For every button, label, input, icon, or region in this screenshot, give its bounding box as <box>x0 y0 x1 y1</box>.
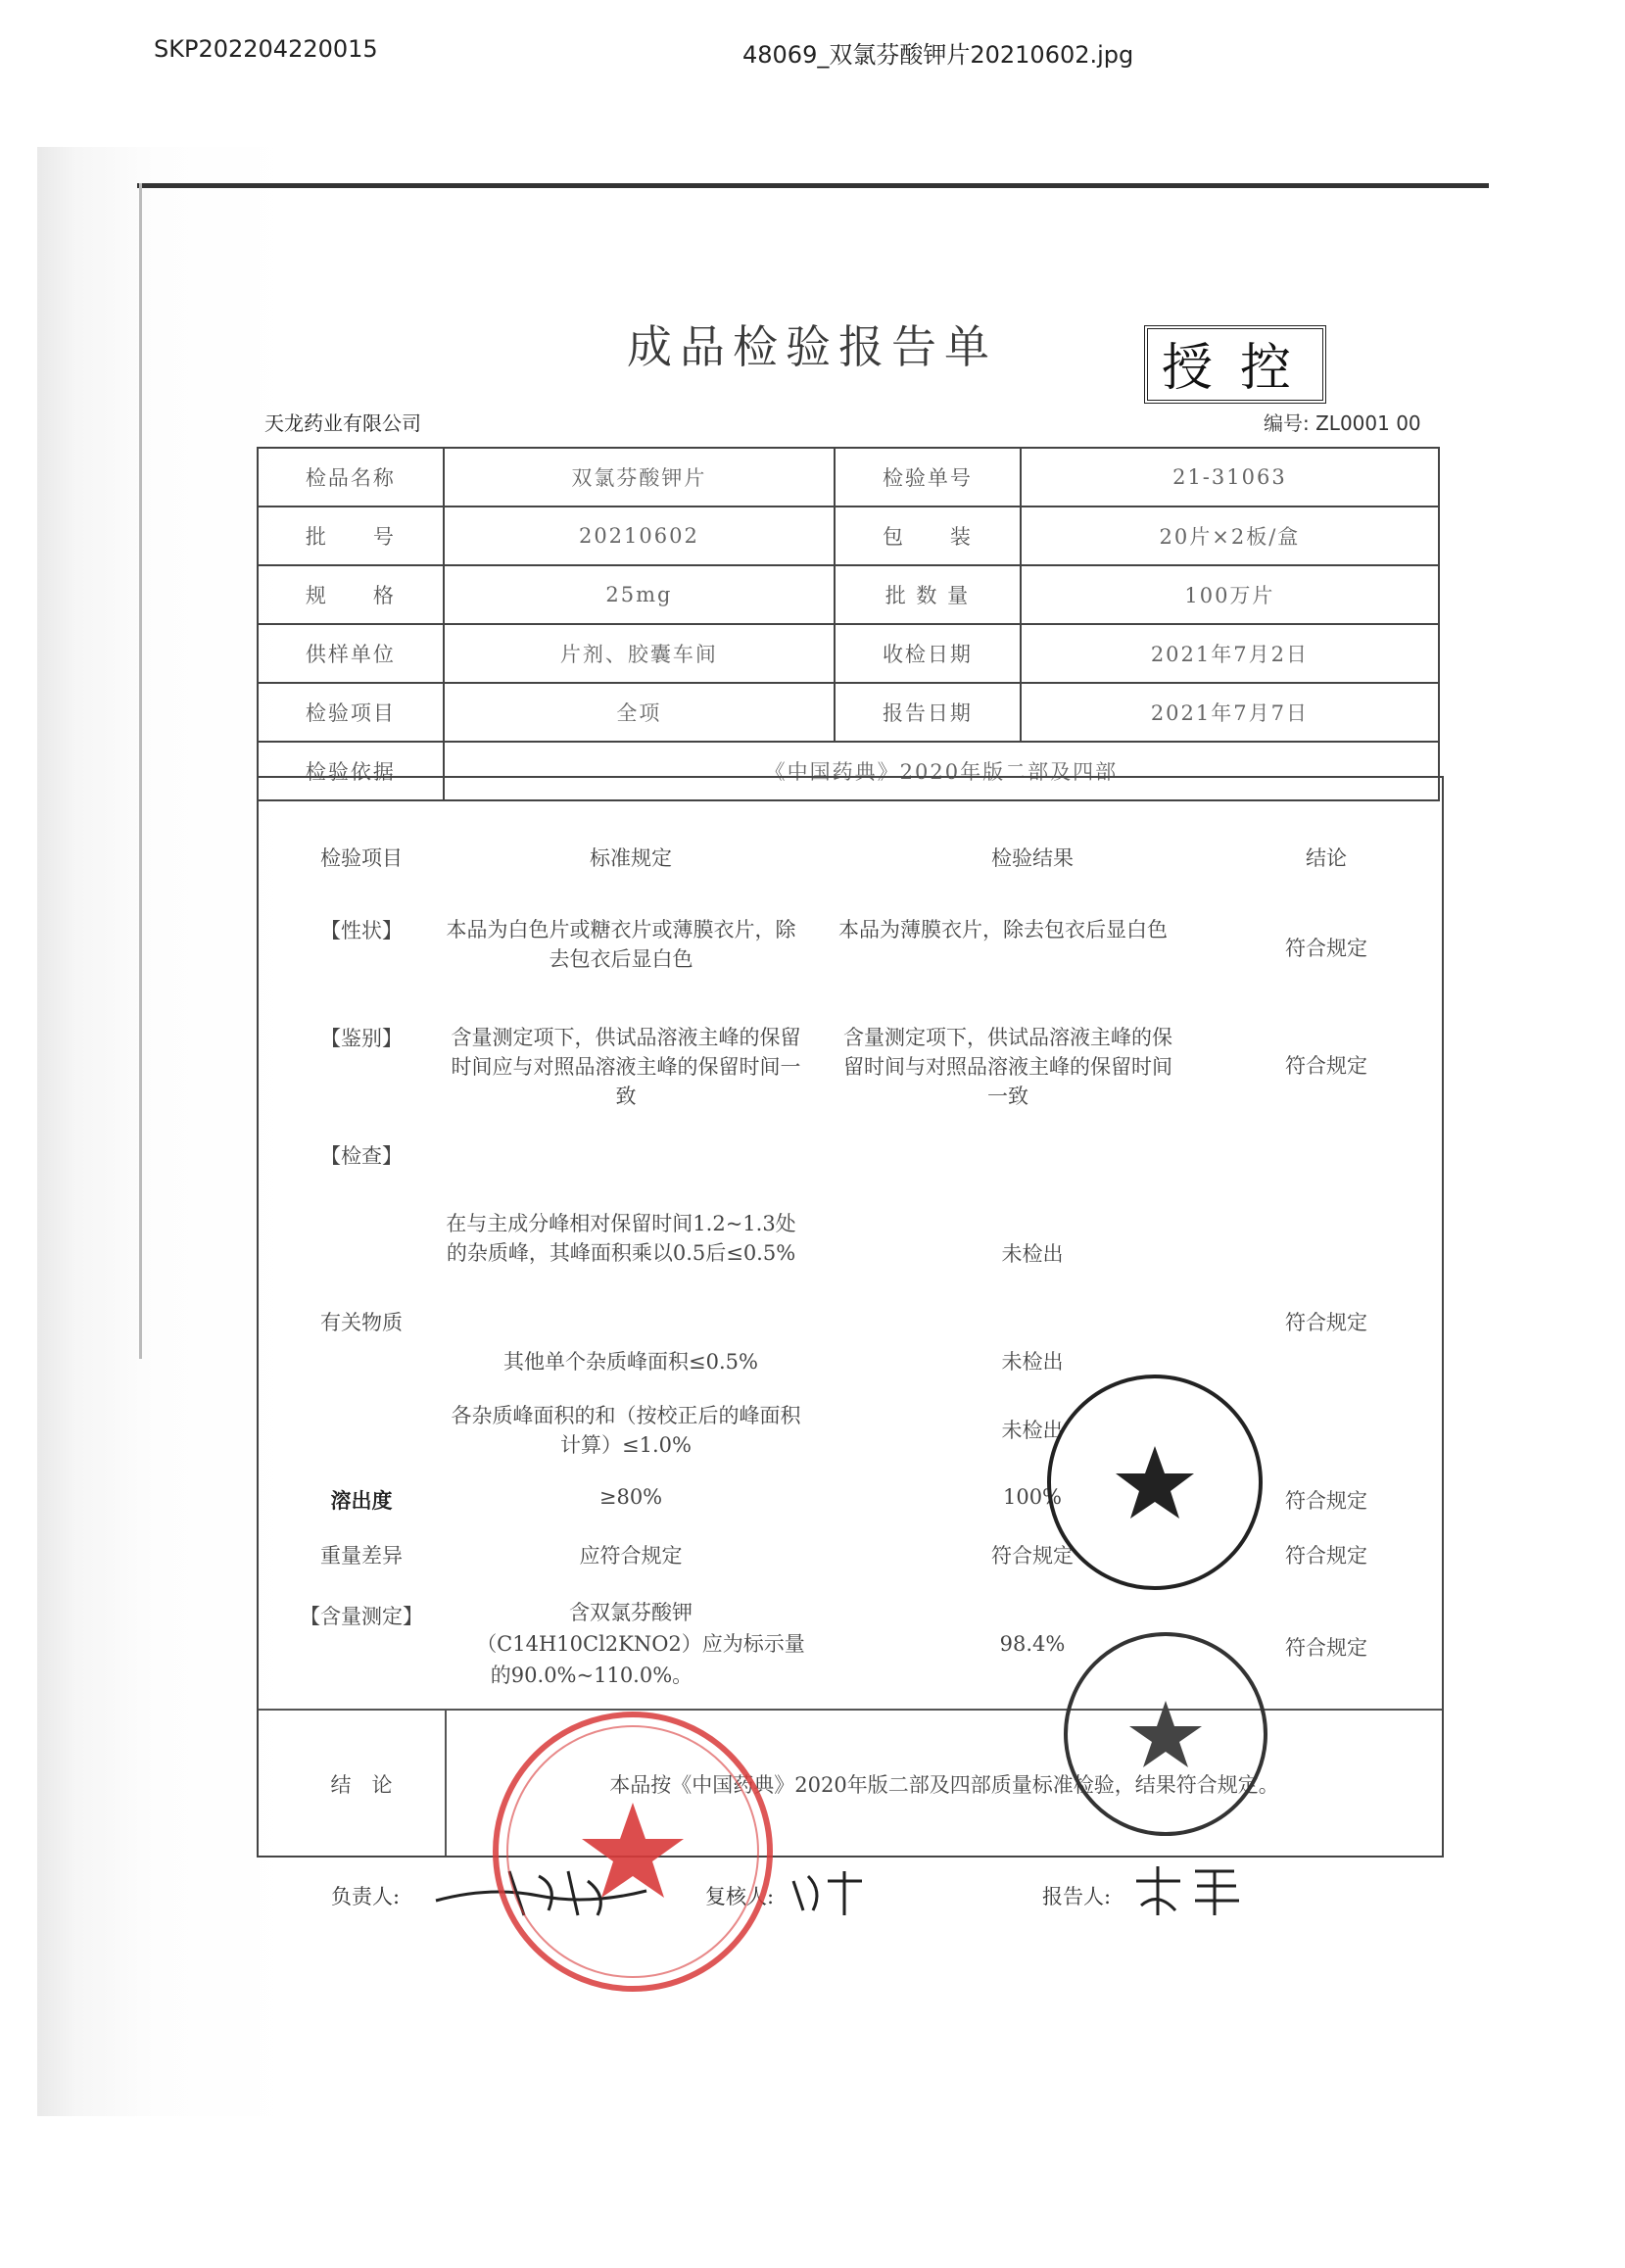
label-report-date: 报告日期 <box>835 683 1021 742</box>
final-conclusion-label: 结 论 <box>330 1773 393 1797</box>
value-batch: 20210602 <box>444 507 835 565</box>
result-appearance: 本品为薄膜衣片，除去包衣后显白色 <box>838 918 1168 941</box>
document-title: 成品检验报告单 <box>627 320 997 373</box>
standard-appearance: 本品为白色片或糖衣片或薄膜衣片，除去包衣后显白色 <box>446 918 796 971</box>
item-related-substances: 有关物质 <box>320 1311 403 1334</box>
label-supplier: 供样单位 <box>258 624 444 683</box>
submission-id: SKP202204220015 <box>154 35 378 63</box>
result-impurity-2: 未检出 <box>1001 1350 1064 1374</box>
result-impurity-3: 未检出 <box>1001 1419 1064 1442</box>
value-quantity: 100万片 <box>1021 565 1439 624</box>
info-table <box>257 447 1440 801</box>
inspection-seal-icon <box>1042 1370 1267 1595</box>
header-result: 检验结果 <box>991 846 1074 870</box>
conclusion-weight-variation: 符合规定 <box>1285 1544 1367 1568</box>
result-weight-variation: 符合规定 <box>991 1544 1074 1568</box>
result-impurity-1: 未检出 <box>1001 1242 1064 1266</box>
label-quantity: 批 数 量 <box>835 565 1021 624</box>
label-product: 检品名称 <box>258 448 444 507</box>
document-code: 编号: ZL0001 00 <box>1264 411 1421 435</box>
label-test-no: 检验单号 <box>835 448 1021 507</box>
result-dissolution: 100% <box>1002 1485 1063 1509</box>
conclusion-identification: 符合规定 <box>1285 1054 1367 1078</box>
result-assay: 98.4% <box>999 1632 1066 1656</box>
value-basis: 《中国药典》2020年版二部及四部 <box>444 742 1439 800</box>
label-test-items: 检验项目 <box>258 683 444 742</box>
header-item: 检验项目 <box>320 846 403 870</box>
company-name: 天龙药业有限公司 <box>264 411 421 435</box>
table-row <box>258 507 1439 565</box>
reviewer-signature <box>784 1861 872 1920</box>
conclusion-dissolution: 符合规定 <box>1285 1489 1367 1513</box>
value-spec: 25mg <box>444 565 835 624</box>
conclusion-appearance: 符合规定 <box>1285 937 1367 960</box>
scan-border-left <box>139 183 142 1359</box>
standard-assay-line2: （C14H10Cl2KNO2）应为标示量 <box>476 1632 805 1656</box>
final-conclusion-text: 本品按《中国药典》2020年版二部及四部质量标准检验，结果符合规定。 <box>609 1773 1279 1797</box>
label-package: 包 装 <box>835 507 1021 565</box>
red-company-seal-icon <box>486 1705 780 1999</box>
value-report-date: 2021年7月7日 <box>1021 683 1439 742</box>
table-row <box>258 624 1439 683</box>
reviewer-label: 复核人: <box>705 1885 775 1908</box>
standard-impurity-2: 其他单个杂质峰面积≤0.5% <box>503 1350 758 1374</box>
label-receive-date: 收检日期 <box>835 624 1021 683</box>
check-section-label: 【检查】 <box>320 1144 403 1168</box>
standard-assay-line1: 含双氯芬酸钾 <box>569 1601 693 1624</box>
table-row <box>258 565 1439 624</box>
scan-border <box>137 183 1489 188</box>
control-stamp: 授控 <box>1144 325 1326 404</box>
divider-vertical <box>445 1709 447 1856</box>
label-spec: 规 格 <box>258 565 444 624</box>
item-dissolution: 溶出度 <box>330 1488 393 1513</box>
value-test-items: 全项 <box>444 683 835 742</box>
conclusion-assay: 符合规定 <box>1285 1636 1367 1660</box>
standard-assay-line3: 的90.0%~110.0%。 <box>490 1664 693 1687</box>
item-weight-variation: 重量差异 <box>320 1544 403 1568</box>
item-identification: 【鉴别】 <box>320 1027 403 1050</box>
header-standard: 标准规定 <box>590 846 672 870</box>
header-conclusion: 结论 <box>1306 846 1347 870</box>
responsible-label: 负责人: <box>331 1885 401 1908</box>
file-name: 48069_双氯芬酸钾片20210602.jpg <box>742 41 1134 69</box>
standard-identification: 含量测定项下，供试品溶液主峰的保留时间应与对照品溶液主峰的保留时间一致 <box>451 1026 801 1108</box>
standard-impurity-3: 各杂质峰面积的和（按校正后的峰面积计算）≤1.0% <box>451 1404 801 1457</box>
company-seal-icon <box>1058 1626 1273 1842</box>
item-assay: 【含量测定】 <box>300 1605 423 1628</box>
conclusion-related-substances: 符合规定 <box>1285 1311 1367 1334</box>
table-row <box>258 683 1439 742</box>
reporter-signature <box>1126 1857 1254 1925</box>
reporter-label: 报告人: <box>1042 1885 1112 1908</box>
label-batch: 批 号 <box>258 507 444 565</box>
value-test-no: 21-31063 <box>1021 448 1439 507</box>
value-package: 20片×2板/盒 <box>1021 507 1439 565</box>
value-supplier: 片剂、胶囊车间 <box>444 624 835 683</box>
label-basis: 检验依据 <box>258 742 444 800</box>
table-row <box>258 448 1439 507</box>
value-receive-date: 2021年7月2日 <box>1021 624 1439 683</box>
item-appearance: 【性状】 <box>320 919 403 942</box>
page-header <box>0 35 1625 74</box>
standard-impurity-1: 在与主成分峰相对保留时间1.2~1.3处的杂质峰，其峰面积乘以0.5后≤0.5% <box>446 1212 796 1265</box>
standard-weight-variation: 应符合规定 <box>579 1544 683 1568</box>
value-product: 双氯芬酸钾片 <box>444 448 835 507</box>
standard-dissolution: ≥80% <box>598 1485 663 1509</box>
result-identification: 含量测定项下，供试品溶液主峰的保留时间与对照品溶液主峰的保留时间一致 <box>843 1026 1172 1108</box>
